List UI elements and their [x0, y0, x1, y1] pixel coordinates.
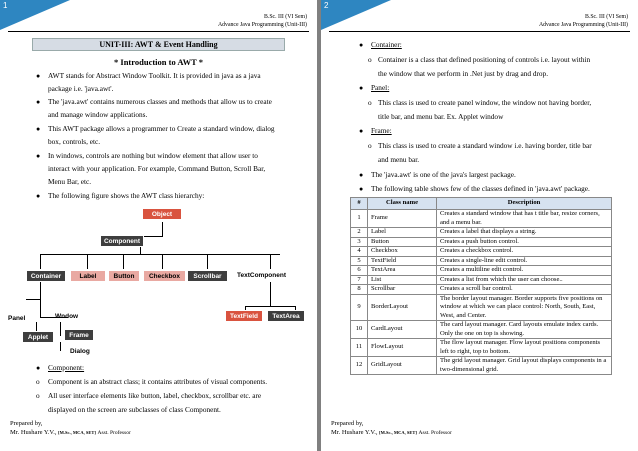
paragraph-line: displayed on the screen are subclasses of class Component. — [48, 405, 221, 414]
page-footer: Prepared by, Mr. Hushare Y.V., [M.Sc., MCA, SET] Asst. Professor — [10, 420, 131, 436]
label-node: Label — [70, 270, 106, 282]
table-row: 10 CardLayout The card layout manager. Card layouts emulate index cards. Only the one on top is showing. — [351, 321, 612, 339]
dialog-node: Dialog — [70, 348, 90, 355]
textcomponent-node: TextComponent — [237, 272, 286, 279]
table-row: 6 TextArea Creates a multiline edit control. — [351, 266, 612, 276]
paragraph-line: interact with your application. For example, Command Button, Scroll Bar, — [48, 164, 266, 173]
col-header-class: Class name — [368, 198, 437, 210]
checkbox-node: Checkbox — [143, 270, 186, 282]
awt-classes-table — [350, 197, 612, 375]
paragraph-line: The following figure shows the AWT class hierarchy: — [48, 191, 205, 200]
page-1 — [0, 0, 317, 451]
page-number: 1 — [3, 1, 8, 10]
bullet-icon: ● — [359, 41, 364, 49]
subheading: Container: — [371, 40, 402, 49]
circle-bullet-icon: o — [36, 377, 40, 386]
page-footer: Prepared by, Mr. Hushare Y.V., [M.Sc., MCA, SET] Asst. Professor — [331, 420, 452, 436]
paragraph-line: Component is an abstract class; it contains attributes of visual components. — [48, 377, 268, 386]
scrollbar-node: Scrollbar — [187, 270, 228, 282]
bullet-icon: ● — [36, 152, 41, 160]
table-row: 5 TextField Creates a single-line edit control. — [351, 256, 612, 266]
table-row: 11 FlowLayout The flow layout manager. Flow layout positions components left to right, top to bottom. — [351, 339, 612, 357]
col-header-number: # — [351, 198, 368, 210]
paragraph-line: AWT stands for Abstract Window Toolkit. It is provided in java as a java — [48, 71, 261, 80]
textarea-node: TextArea — [267, 310, 305, 322]
table-header-row — [351, 198, 612, 210]
bullet-icon: ● — [359, 84, 364, 92]
paragraph-line: This AWT package allows a programmer to Create a standard window, dialog — [48, 124, 275, 133]
table-row: 12 GridLayout The grid layout manager. Grid layout displays components in a two-dimensional grid. — [351, 357, 612, 375]
paragraph-line: The 'java.awt' contains numerous classes and methods that allow us to create — [48, 97, 272, 106]
button-node: Button — [108, 270, 140, 282]
header-subject: Advance Java Programming (Unit-III) — [217, 22, 307, 28]
subheading: Frame: — [371, 126, 392, 135]
bullet-icon: ● — [36, 125, 41, 133]
page-header — [539, 13, 628, 29]
page-corner-tab — [321, 0, 391, 30]
paragraph-line: This class is used to create panel window, the window not having border, — [378, 98, 592, 107]
page-number: 2 — [324, 1, 329, 10]
circle-bullet-icon: o — [368, 98, 372, 107]
component-node: Component — [100, 235, 144, 247]
paragraph-line: The 'java.awt' is one of the java's largest package. — [371, 170, 516, 179]
window-node: Wndow — [55, 313, 79, 320]
unit-title: UNIT-III: AWT & Event Handling — [32, 38, 285, 51]
frame-node: Frame — [64, 329, 94, 341]
panel-node: Panel — [8, 315, 26, 322]
bullet-icon: ● — [36, 364, 41, 372]
paragraph-line: box, controls, etc. — [48, 137, 101, 146]
paragraph-line: package i.e. 'java.awt'. — [48, 84, 114, 93]
subheading: Component: — [48, 363, 85, 372]
table-row: 7 List Creates a list from which the user can choose.. — [351, 275, 612, 285]
bullet-icon: ● — [359, 185, 364, 193]
subheading: Panel: — [371, 83, 390, 92]
section-heading: * Introduction to AWT * — [114, 57, 203, 67]
paragraph-line: the window that we perform in .Net just by drag and drop. — [378, 69, 549, 78]
paragraph-line: and manage window applications. — [48, 110, 148, 119]
textfield-node: TextField — [225, 310, 263, 322]
paragraph-line: The following table shows few of the classes defined in 'java.awt' package. — [371, 184, 590, 193]
paragraph-line: In windows, controls are nothing but window element that allow user to — [48, 151, 258, 160]
table-row: 9 BorderLayout The border layout manager. Border supports five positions on window at which we can place control: North, South, East, West, and Center. — [351, 294, 612, 321]
table-row: 1 Frame Creates a standard window that has t title bar, resize corners, and a menu bar. — [351, 210, 612, 228]
bullet-icon: ● — [36, 72, 41, 80]
bullet-icon: ● — [359, 171, 364, 179]
bullet-icon: ● — [359, 127, 364, 135]
header-rule — [8, 31, 309, 32]
paragraph-line: Container is a class that defined positioning of controls i.e. layout within — [378, 55, 591, 64]
paragraph-line: and menu bar. — [378, 155, 420, 164]
paragraph-line: This class is used to create a standard window i.e. having border, title bar — [378, 141, 592, 150]
header-course: B.Sc. III (VI Sem) — [264, 14, 307, 20]
table-row: 4 Checkbox Creates a checkbox control. — [351, 247, 612, 257]
bullet-icon: ● — [36, 192, 41, 200]
circle-bullet-icon: o — [368, 141, 372, 150]
paragraph-line: All user interface elements like button, label, checkbox, scrollbar etc. are — [48, 391, 262, 400]
header-subject: Advance Java Programming (Unit-III) — [538, 22, 628, 28]
paragraph-line: title bar, and menu bar. Ex. Applet window — [378, 112, 504, 121]
table-row: 2 Label Creates a label that displays a string. — [351, 228, 612, 238]
page-header — [218, 13, 307, 29]
object-node: Object — [142, 208, 182, 220]
header-course: B.Sc. III (VI Sem) — [585, 14, 628, 20]
header-rule — [329, 31, 630, 32]
col-header-description: Description — [437, 198, 612, 210]
bullet-icon: ● — [36, 98, 41, 106]
circle-bullet-icon: o — [36, 391, 40, 400]
applet-node: Applet — [22, 331, 54, 343]
table-row: 8 Scrollbar Creates a scroll bar control. — [351, 285, 612, 295]
page-corner-tab — [0, 0, 70, 30]
circle-bullet-icon: o — [368, 55, 372, 64]
container-node: Container — [26, 270, 66, 282]
paragraph-line: Menu Bar, etc. — [48, 177, 92, 186]
table-row: 3 Button Creates a push button control. — [351, 237, 612, 247]
page-2 — [321, 0, 638, 451]
